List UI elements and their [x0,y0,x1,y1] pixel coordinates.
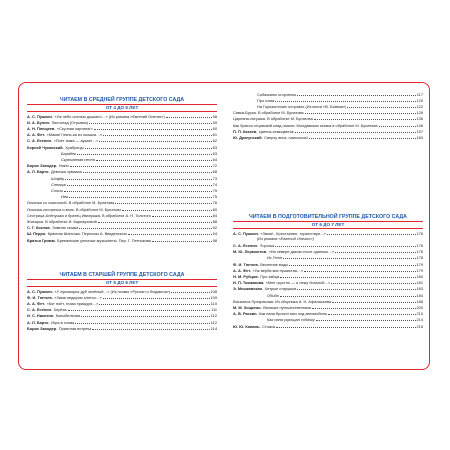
dot-leader [64,187,211,192]
toc-title: Как папа укрощал собачку [267,317,315,323]
toc-author: А. С. Пушкин. [27,113,53,119]
toc-entry [233,317,423,323]
dot-leader [305,110,416,115]
toc-title: Шофёр [51,175,65,181]
toc-entry [27,237,217,243]
toc-page-number: 68 [212,169,217,175]
toc-title: Сверху вниз, наискосок! [264,134,308,140]
age-range-4-5: ОТ 4 ДО 5 ЛЕТ [27,105,217,110]
toc-page-number: 122 [416,103,423,109]
toc-entry [233,286,423,292]
toc-page-number: 63 [212,150,217,156]
toc-title: Сивка-Бурка. В обработке М. Булатова [233,110,304,116]
book-page-spread [18,82,430,370]
toc-title: Великие путешественники [263,304,311,310]
toc-author: И. П. Токмакова. [233,280,265,286]
toc-page-number: 108 [210,288,217,294]
toc-title: Собачкины огорчения [257,91,297,97]
toc-author: А. Л. Барто. [27,169,50,175]
toc-author: А. С. Пушкин. [27,288,53,294]
toc-title: Василиса Прекрасная. Из сборника А. Н. Афанасьева [233,298,332,304]
dot-leader [77,150,211,155]
dot-leader [275,242,415,247]
toc-title: Скрючанная песня [61,156,95,162]
toc-title: «Уж небо осенью дышало…» (Из романа «Евгений Онегин») [54,113,165,119]
dot-leader [309,134,416,139]
toc-author: Н. М. Рубцов. [233,273,259,279]
toc-entry [233,280,423,286]
toc-entry [27,144,217,150]
toc-entry [27,325,217,331]
dot-leader [280,292,416,297]
toc-author: И. С. Никитин. [27,313,55,319]
dot-leader [312,304,416,309]
toc-entry [27,307,217,313]
toc-title: (Из романа «Евгений Онегин») [257,236,314,242]
dot-leader [83,169,212,174]
dot-leader [295,128,416,133]
toc-page-number: 109 [210,294,217,300]
toc-entry [27,150,217,156]
dot-leader [304,267,416,272]
toc-author: М. Ю. Лермонтов. [233,249,268,255]
toc-entry [27,319,217,325]
toc-author: Ш. Перро. [27,231,47,237]
toc-page-number: 176 [416,230,423,236]
toc-entry [27,231,217,237]
toc-entry [27,194,217,200]
dot-leader [379,122,416,127]
toc-page-number: 146 [416,122,423,128]
toc-author: Корней Чуковский. [27,144,64,150]
toc-author: Ф. И. Тютчев. [27,294,53,300]
toc-entry [233,236,423,242]
toc-entry [233,267,423,273]
toc-title: Игра в слова [50,319,75,325]
toc-author: Э. Мошковская. [233,286,263,292]
toc-title: Приятная встреча [58,325,92,331]
toc-author: А. А. Фет. [27,300,46,306]
toc-page-number: 73 [212,175,217,181]
toc-entry [27,169,217,175]
toc-author: С. А. Есенин. [233,242,259,248]
toc-entry [27,156,217,162]
dot-leader [81,313,210,318]
toc-page-number: 58 [212,113,217,119]
toc-page-number: 64 [212,156,217,162]
toc-page-number: 92 [212,225,217,231]
toc-page-number: 84 [212,212,217,218]
toc-title: Колыбельная [55,313,81,319]
toc-entry [233,116,423,122]
toc-page-number: 176 [416,242,423,248]
toc-entry [27,200,217,206]
toc-title: Никто [58,163,70,169]
dot-leader [92,325,209,330]
dot-leader [70,163,211,168]
dot-leader [171,288,209,293]
toc-title: Цветик-семицветик [258,128,294,134]
dot-leader [152,212,212,217]
toc-author: П. П. Катаев. [233,128,258,134]
age-range-6-7: ОТ 6 ДО 7 ЛЕТ [233,222,423,227]
toc-entry [27,288,217,294]
dot-leader [103,132,212,137]
dot-leader [297,91,415,96]
dot-leader [69,194,212,199]
dot-leader [98,218,212,223]
toc-entry [27,218,217,224]
toc-author: Братья Гримм. [27,237,56,243]
dot-leader [297,286,415,291]
toc-entry [233,304,423,310]
toc-entry [233,91,423,97]
toc-page-number: 62 [212,138,217,144]
section-heading-preparatory-group: ЧИТАЕМ В ПОДГОТОВИТЕЛЬНОЙ ГРУППЕ ДЕТСКОГО САДА [233,214,423,220]
toc-author: Ф. И. Тютчев. [233,261,259,267]
toc-entry [27,313,217,319]
toc-entry [233,273,423,279]
dot-leader [314,116,416,121]
toc-title: Красная Шапочка. Пересказ А. Введенского [47,231,128,237]
toc-title: «Мне грустно — я лежу больной…» [265,280,331,286]
toc-entry [233,298,423,304]
toc-title: Из Гете [267,255,283,261]
toc-entry [233,255,423,261]
toc-author: А. Н. Плещеев. [27,125,56,131]
dot-leader [332,298,415,303]
dot-leader [115,200,211,205]
dot-leader [327,230,416,235]
section-heading-middle-group: ЧИТАЕМ В СРЕДНЕЙ ГРУППЕ ДЕТСКОГО САДА [27,97,217,103]
dot-leader [275,97,415,102]
toc-page-number: 60 [212,125,217,131]
toc-title: «Скучная картина!» [56,125,93,131]
dot-leader [331,280,415,285]
toc-author: М. М. Зощенко. [233,304,262,310]
toc-author: И. А. Бунин. [27,119,51,125]
toc-entry [27,225,217,231]
toc-author: А. Л. Барто. [27,319,50,325]
toc-page-number: 61 [212,132,217,138]
toc-title: На Горизонтских островах (Из книги «В. Бианки») [257,103,347,109]
toc-page-number: 75 [212,194,217,200]
toc-page-number: 218 [416,323,423,329]
toc-page-number: 179 [416,267,423,273]
toc-entry [27,119,217,125]
toc-page-number: 63 [212,144,217,150]
toc-page-number: 210 [416,311,423,317]
toc-entry [27,181,217,187]
toc-title: Зимняя сказка [52,225,79,231]
toc-title: Царевна-лягушка. В обработке М. Булатова [233,116,313,122]
toc-entry [27,138,217,144]
toc-page-number: 188 [416,298,423,304]
toc-title: «Поёт зима — аукает…» [53,138,99,144]
toc-title: Обида [267,292,279,298]
toc-entry [27,125,217,131]
dot-leader [99,300,209,305]
toc-page-number: 176 [416,249,423,255]
toc-entry [233,103,423,109]
dot-leader [166,113,212,118]
toc-page-number: 111 [211,307,217,313]
toc-title: «Зима недаром злится…» [54,294,102,300]
dot-leader [283,255,415,260]
toc-page-number: 114 [210,325,217,331]
toc-entry [27,300,217,306]
toc-page-number: 110 [210,300,217,306]
toc-page-number: 72 [212,163,217,169]
toc-author: Борис Заходер. [27,325,58,331]
toc-page-number: 75 [212,187,217,193]
toc-entry [233,230,423,236]
toc-title: Лисичка-сестричка и волк. В обработке М. Булатова [27,206,122,212]
dot-leader [79,225,211,230]
toc-entry [27,212,217,218]
dot-leader [347,103,415,108]
toc-title: Хитрые старушки [264,286,297,292]
toc-page-number: 98 [212,237,217,243]
toc-title: Бременские уличные музыканты. Пер. Г. Петникова [57,237,151,243]
dot-leader [67,181,211,186]
toc-title: Сестрица Алёнушка и братец Иванушка. В обработке А. Н. Толстого [27,212,152,218]
toc-author: Борис Заходер. [27,163,58,169]
toc-title: «На севере диком стоит одиноко…» [268,249,335,255]
toc-page-number: 76 [212,200,217,206]
toc-author: Ю. Ю. Коваль. [233,323,261,329]
dot-leader [85,144,212,149]
toc-title: Девочка чумазая [50,169,82,175]
toc-title: Про зайца [260,273,279,279]
toc-title: Храбрецы [65,144,84,150]
toc-page-number: 59 [212,119,217,125]
toc-title: Как папа бросил мяч под автомобиль [259,311,327,317]
toc-page-number: 128 [416,110,423,116]
toc-entry [27,294,217,300]
toc-title: Пороша [259,242,275,248]
toc-page-number: 183 [416,286,423,292]
dot-leader [96,156,212,161]
toc-entry [233,261,423,267]
toc-author: Ю. Драгунский. [233,134,263,140]
toc-page-number: 88 [212,218,217,224]
toc-page-number: 178 [416,255,423,261]
dot-leader [68,307,211,312]
toc-title: Жихарка. В обработке И. Карнауховой [27,218,97,224]
toc-title: «Кот поёт, глаза прищуря…» [46,300,99,306]
section-heading-senior-group: ЧИТАЕМ В СТАРШЕЙ ГРУППЕ ДЕТСКОГО САДА [27,272,217,278]
toc-entry [27,113,217,119]
toc-page-number: 169 [416,134,423,140]
toc-entry [233,97,423,103]
toc-title: «У лукоморья дуб зелёный…» (Из поэмы «Руслан и Людмила») [54,288,171,294]
toc-title: «Мама! Глянь-ка из окошка…» [46,132,103,138]
dot-leader [128,231,211,236]
toc-page-number: 120 [416,97,423,103]
toc-page-number: 112 [210,319,217,325]
toc-page-number: 214 [416,317,423,323]
dot-leader [122,206,211,211]
dot-leader [316,317,416,322]
toc-page-number: 112 [210,313,217,319]
toc-page-number: 94 [212,231,217,237]
age-range-5-6: ОТ 5 ДО 6 ЛЕТ [27,280,217,285]
toc-title: Берёза [53,307,67,313]
toc-title: Стихи [51,187,64,193]
toc-page-number: 179 [416,261,423,267]
dot-leader [94,125,212,130]
toc-title: Листопад (Отрывок) [51,119,88,125]
toc-entry [233,249,423,255]
toc-title: Лисичка со скалочкой. В обработке М. Булатова [27,200,115,206]
toc-entry [233,242,423,248]
dot-leader [335,249,415,254]
dot-leader [99,138,211,143]
toc-author: А. В. Раскин. [233,311,258,317]
toc-author: А. А. Фет. [27,132,46,138]
toc-title: Стожок [262,323,276,329]
toc-page-number: 136 [416,116,423,122]
toc-author: С. А. Есенин. [27,307,53,313]
toc-entry [233,134,423,140]
toc-page-number: 200 [416,304,423,310]
toc-title: Барабек [61,150,77,156]
toc-page-number: 181 [416,280,423,286]
toc-entry [27,132,217,138]
dot-leader [89,119,212,124]
toc-entry [27,206,217,212]
toc-title: «Зима!.. Крестьянин, торжествуя…» [260,230,326,236]
toc-page-number: 74 [212,181,217,187]
dot-leader [103,294,210,299]
toc-title: Про сома [257,97,275,103]
toc-title: Снегирь [51,181,67,187]
toc-title: «Уж верба вся пушистая…» [252,267,303,273]
toc-author: С. А. Есенин. [27,138,53,144]
toc-title: Ива [61,194,68,200]
dot-leader [280,273,416,278]
toc-entry [233,292,423,298]
dot-leader [75,319,209,324]
toc-title: Весенние воды [260,261,289,267]
toc-page-number: 80 [212,206,217,212]
dot-leader [276,323,415,328]
toc-entry [27,187,217,193]
toc-title: Как братья отцовский клад нашли. Молдавская сказка в обработке М. Булатова [233,122,378,128]
dot-leader [328,311,416,316]
toc-author: А. А. Фет. [233,267,252,273]
toc-author: А. С. Пушкин. [233,230,259,236]
toc-author: С. Г. Козлов. [27,225,51,231]
dot-leader [289,261,415,266]
toc-page-number: 184 [416,292,423,298]
toc-entry [233,311,423,317]
toc-entry [233,323,423,329]
toc-entry [233,110,423,116]
toc-entry [27,175,217,181]
toc-page-number: 180 [416,273,423,279]
dot-leader [65,175,211,180]
toc-entry [233,122,423,128]
toc-entry [233,128,423,134]
toc-entry [27,163,217,169]
toc-page-number: 157 [416,128,423,134]
dot-leader [152,237,212,242]
toc-page-number: 117 [416,91,423,97]
